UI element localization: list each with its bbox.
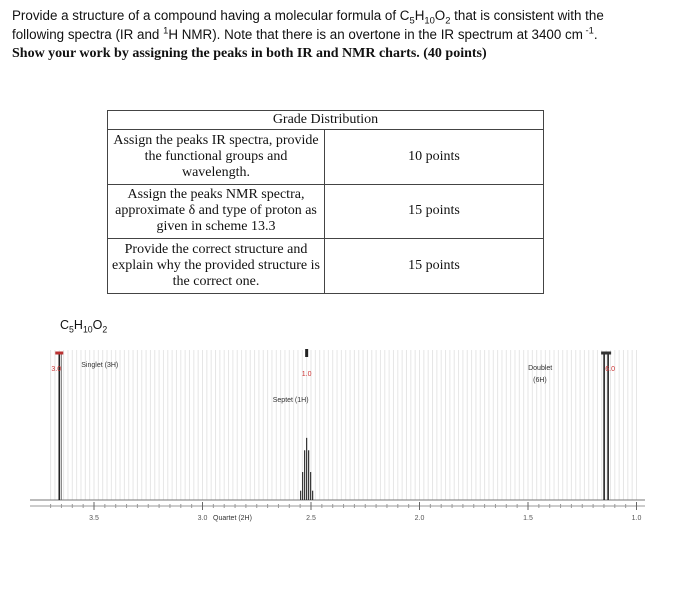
- peak-label: Singlet (3H): [81, 362, 119, 369]
- question-line-1: Provide a structure of a compound having a molecular formula of $C_5H_{10}O_2$ that is consistent with the: [12, 8, 604, 26]
- integration-label: 1.0: [301, 371, 312, 378]
- task-cell: Provide the correct structure and explain why the provided structure is the correct one.: [108, 239, 325, 294]
- integration-label: 3.0: [51, 366, 62, 373]
- task-cell: Assign the peaks NMR spectra, approximate δ and type of proton as given in scheme 13.3: [108, 184, 325, 239]
- extra-peak-label: Quartet (2H): [213, 515, 252, 522]
- tick-label: 1.0: [631, 515, 642, 522]
- tick-label: 1.5: [523, 515, 533, 522]
- nmr-spectrum-chart: [0, 340, 700, 530]
- tick-label: 3.0: [197, 515, 208, 522]
- peak-label: Doublet: [528, 365, 553, 372]
- tick-label: 2.5: [306, 515, 316, 522]
- peak-label: Septet (1H): [272, 397, 309, 404]
- table-row: [108, 239, 544, 294]
- table-row: [108, 184, 544, 239]
- grade-table-title: Grade Distribution: [108, 111, 544, 130]
- points-cell: 15 points: [325, 184, 544, 239]
- question-line-2: following spectra (IR and $^1$H NMR). Note that there is an overtone in the IR spectrum at 3400 cm $^{-1}$.: [12, 25, 598, 42]
- question-line-3: Show your work by assigning the peaks in both IR and NMR charts. (40 points): [12, 46, 487, 61]
- grade-distribution-table: [107, 110, 544, 294]
- task-cell: Assign the peaks IR spectra, provide the functional groups and wavelength.: [108, 130, 325, 185]
- tick-label: 2.0: [414, 515, 425, 522]
- table-row: [108, 130, 544, 185]
- peak-label-protons: (6H): [533, 377, 547, 384]
- points-cell: 10 points: [325, 130, 544, 185]
- spectrum-formula-label: $C_5H_{10}O_2$: [60, 318, 108, 335]
- tick-label: 3.5: [89, 515, 99, 522]
- integration-label: 6.0: [605, 366, 615, 373]
- points-cell: 15 points: [325, 239, 544, 294]
- question-text: [12, 6, 688, 63]
